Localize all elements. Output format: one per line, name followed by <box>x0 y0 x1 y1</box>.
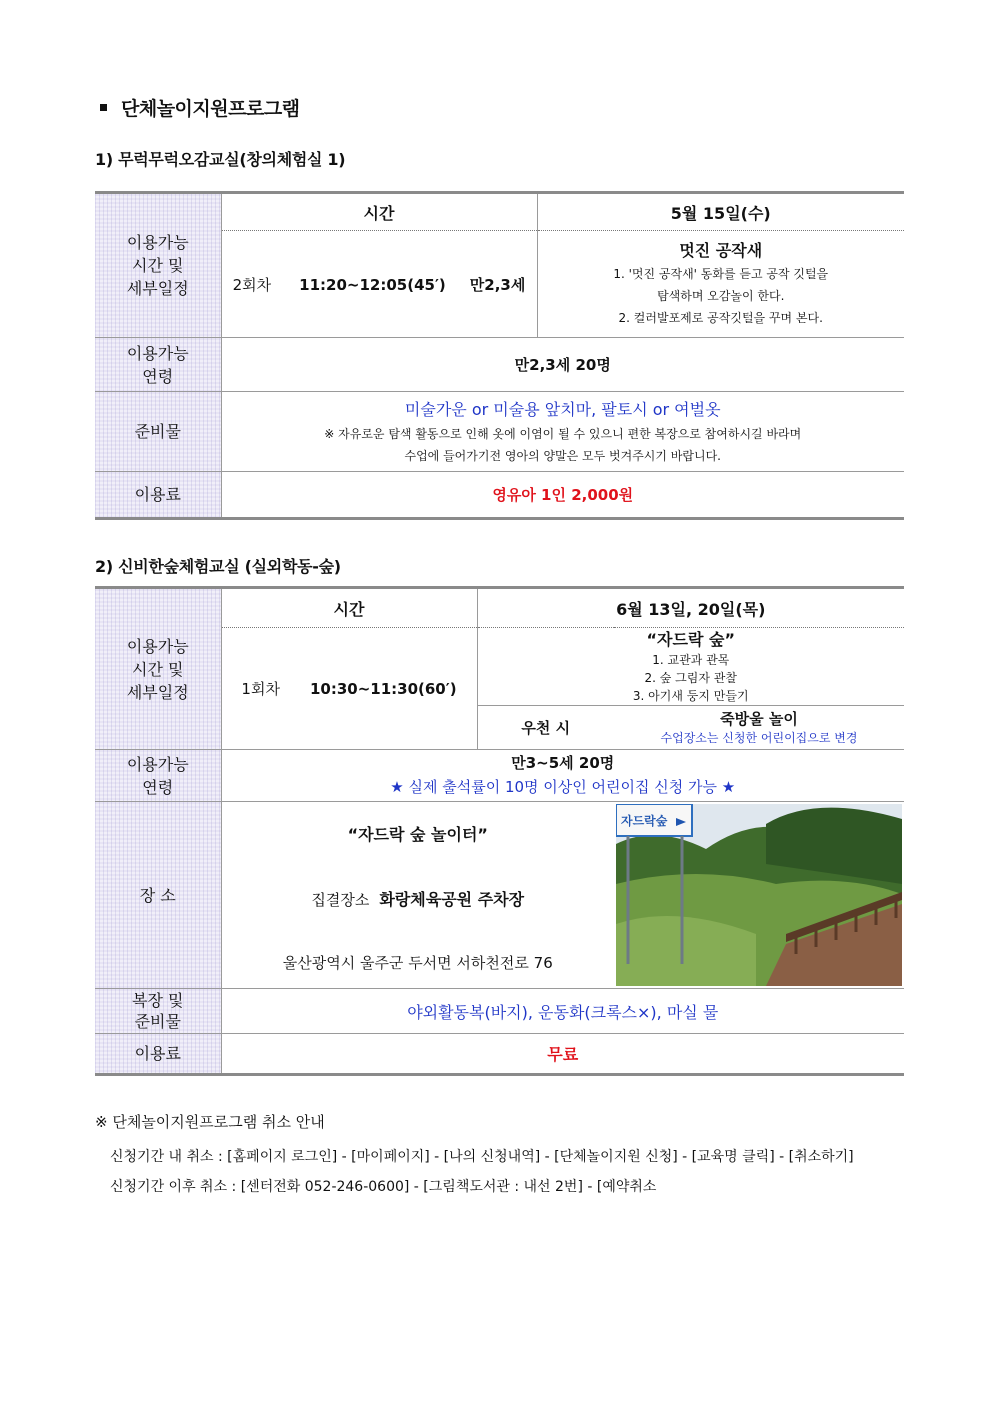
s1-date-header: 5월 15일(수) <box>537 193 904 231</box>
page-title-text: 단체놀이지원프로그램 <box>121 98 300 120</box>
s1-age-label: 이용가능 연령 <box>95 338 221 392</box>
s1-prep-note: ※ 자유로운 탐색 활동으로 인해 옷에 이염이 될 수 있으니 편한 복장으로 참여하시길 바라며 <box>324 426 802 441</box>
square-bullet-icon <box>100 104 107 111</box>
s1-session: 2회차 <box>232 275 272 294</box>
s2-dress-value: 야외활동복(바지), 운동화(크록스×), 마실 물 <box>221 989 904 1034</box>
s2-age-value: 만3~5세 20명 <box>511 753 615 772</box>
s2-photo-cell <box>614 802 904 989</box>
s1-schedule-label: 이용가능 시간 및 세부일정 <box>95 193 221 338</box>
s1-activity-line: 2. 컬러발포제로 공작깃털을 꾸며 본다. <box>618 311 823 325</box>
s2-activity-line: 2. 숲 그림자 관찰 <box>644 670 737 685</box>
s2-rain-label: 우천 시 <box>477 706 614 750</box>
page-title <box>100 94 300 121</box>
s2-place-cell <box>221 802 614 989</box>
s1-prep-cell <box>221 392 904 472</box>
s2-rain-cell <box>614 706 904 750</box>
s1-activity-title: 멋진 공작새 <box>679 241 763 260</box>
s2-meeting-name: 화랑체육공원 주차장 <box>379 890 525 909</box>
s1-time-header: 시간 <box>221 193 537 231</box>
forest-photo <box>616 804 902 986</box>
s2-time-header: 시간 <box>221 588 477 628</box>
s2-place-name: “자드락 숲 놀이터” <box>347 825 488 844</box>
s2-activity-title: “자드락 숲” <box>646 629 735 649</box>
s1-time-range: 11:20~12:05(45′) <box>299 275 446 294</box>
s1-age-group: 만2,3세 <box>469 275 526 294</box>
s2-age-cell <box>221 750 904 802</box>
s2-fee-value: 무료 <box>221 1034 904 1075</box>
s1-session-cell <box>221 231 537 338</box>
section2-table <box>95 586 904 1076</box>
s1-activity-line: 탐색하며 오감놀이 한다. <box>657 289 785 303</box>
s2-activity-cell <box>477 628 904 706</box>
s2-activity-line: 3. 아기새 둥지 만들기 <box>632 688 749 703</box>
s2-session: 1회차 <box>241 680 280 698</box>
cancel-line-1: 신청기간 내 취소 : [홈페이지 로그인] - [마이페이지] - [나의 신청내역] - [단체놀이지원 신청] - [교육명 클릭] - [취소하기] <box>110 1149 854 1165</box>
s2-address: 울산광역시 울주군 두서면 서하천전로 76 <box>282 954 553 972</box>
s1-fee-label: 이용료 <box>95 472 221 519</box>
s1-prep-main: 미술가운 or 미술용 앞치마, 팔토시 or 여벌옷 <box>404 399 721 419</box>
section1-table <box>95 191 904 520</box>
s2-age-note: ★ 실제 출석률이 10명 이상인 어린이집 신청 가능 ★ <box>390 777 736 796</box>
s2-meeting-place <box>222 887 615 910</box>
s2-dress-label: 복장 및 준비물 <box>95 989 221 1034</box>
s2-place-label: 장 소 <box>95 802 221 989</box>
section1-title: 1) 무럭무럭오감교실(창의체험실 1) <box>95 150 346 169</box>
s2-rain-note: 수업장소는 신청한 어린이집으로 변경 <box>660 730 858 745</box>
s1-age-value: 만2,3세 20명 <box>221 338 904 392</box>
s2-fee-label: 이용료 <box>95 1034 221 1075</box>
s1-prep-note: 수업에 들어가기전 영아의 양말은 모두 벗겨주시기 바랍니다. <box>404 448 721 463</box>
s1-fee-value: 영유아 1인 2,000원 <box>221 472 904 519</box>
s2-session-cell <box>221 628 477 750</box>
s2-time-range: 10:30~11:30(60′) <box>309 680 457 698</box>
s2-activity-line: 1. 교관과 관목 <box>652 652 730 667</box>
cancel-title: ※ 단체놀이지원프로그램 취소 안내 <box>95 1113 325 1131</box>
s1-prep-label: 준비물 <box>95 392 221 472</box>
sign-text: 자드락숲 <box>621 814 668 828</box>
s1-activity-line: 1. '멋진 공작새' 동화를 듣고 공작 깃털을 <box>613 267 829 281</box>
s1-activity-cell <box>537 231 904 338</box>
s2-date-header: 6월 13일, 20일(목) <box>477 588 904 628</box>
s2-meeting-prefix: 집결장소 <box>311 891 370 909</box>
section2-title: 2) 신비한숲체험교실 (실외학동-숲) <box>95 557 341 576</box>
s2-rain-activity: 죽방울 놀이 <box>720 709 798 728</box>
s2-age-label: 이용가능 연령 <box>95 750 221 802</box>
cancel-line-2: 신청기간 이후 취소 : [센터전화 052-246-0600] - [그림책도서관 : 내선 2번] - [예약취소 <box>110 1179 657 1195</box>
s2-schedule-label: 이용가능 시간 및 세부일정 <box>95 588 221 750</box>
